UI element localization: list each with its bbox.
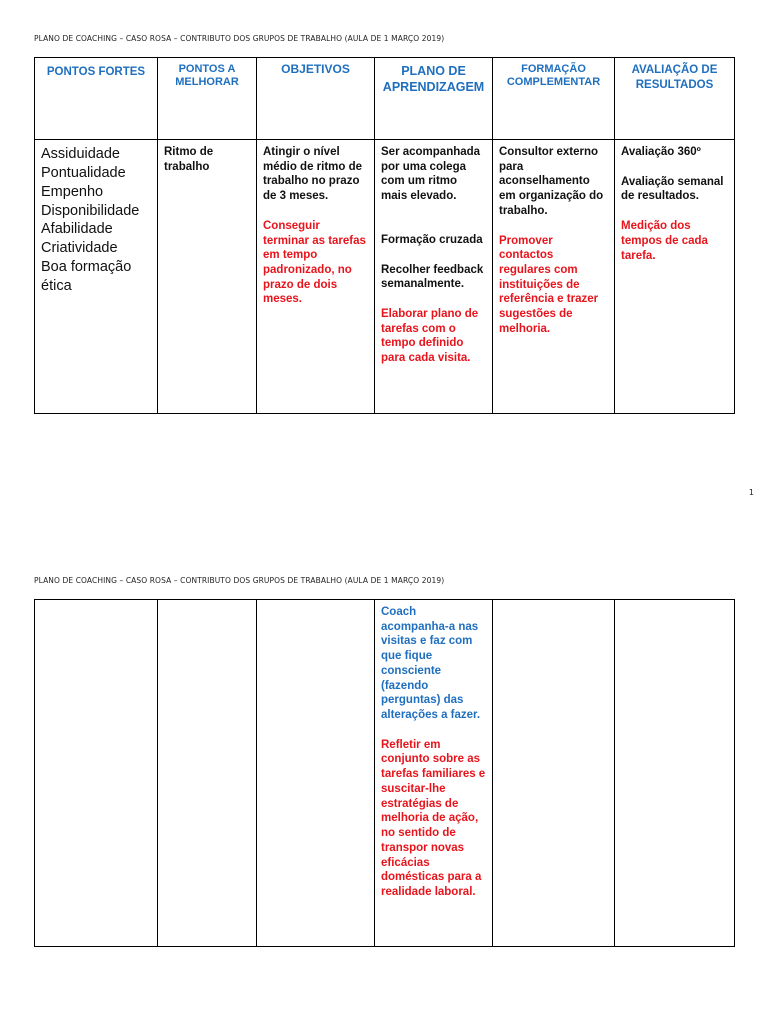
strength-item: Assiduidade [41,146,120,162]
training-main: Consultor externo para aconselhamento em organização do trabalho. [499,146,604,217]
objective-main: Atingir o nível médio de ritmo de trabalho no prazo de 3 meses. [263,146,363,203]
evaluation-cell [615,600,735,947]
evaluation-item: Medição dos tempos de cada tarefa. [621,220,708,262]
learning-item: Elaborar plano de tarefas com o tempo definido para cada visita. [381,308,479,365]
improve-cell [158,140,257,414]
strength-item: Afabilidade [41,221,113,238]
column-header-strengths: PONTOS FORTES [35,58,158,140]
strength-item: Disponibilidade [41,202,140,219]
training-cell [493,600,615,947]
evaluation-item: Avaliação semanal de resultados. [621,175,724,203]
coaching-plan-table-continued [34,599,735,947]
column-header-improve: PONTOS A MELHORAR [158,58,257,140]
objective-extra: Conseguir terminar as tarefas em tempo padronizado, no prazo de dois meses. [263,219,366,306]
table-row [35,140,735,414]
strength-item: Boa formação ética [41,259,132,294]
learning-item: Formação cruzada [381,233,483,246]
strength-item: Criatividade [41,240,118,257]
column-header-evaluation: AVALIAÇÃO DE RESULTADOS [615,58,735,140]
learning-cell [375,600,493,947]
evaluation-cell [615,140,735,414]
training-extra: Promover contactos regulares com instituições de referência e trazer sugestões de melhoria. [499,234,599,335]
strength-item: Empenho [41,183,104,200]
coaching-plan-table [34,57,735,414]
improve-cell [158,600,257,947]
learning-cell [375,140,493,414]
evaluation-item: Avaliação 360º [621,146,701,158]
learning-item: Recolher feedback semanalmente. [381,263,484,291]
objectives-cell [257,140,375,414]
column-header-objectives: OBJETIVOS [257,58,375,140]
learning-item: Coach acompanha-a nas visitas e faz com que fique consciente (fazendo perguntas) das alterações a fazer. [381,606,481,722]
learning-item: Refletir em conjunto sobre as tarefas familiares e suscitar-lhe estratégias de melhoria de ação, no sentido de transpor novas eficácias domésticas para a realidade laboral. [381,738,486,898]
page-header: PLANO DE COACHING – CASO ROSA – CONTRIBUTO DOS GRUPOS DE TRABALHO (AULA DE 1 MARÇO 2019) [34,34,445,43]
table-header-row [35,58,735,140]
objectives-cell [257,600,375,947]
column-header-training: FORMAÇÃO COMPLEMENTAR [493,58,615,140]
page-number: 1 [748,488,754,497]
strength-item: Pontualidade [41,164,126,181]
strengths-cell [35,140,158,414]
column-header-learning: PLANO DE APRENDIZAGEM [375,58,493,140]
page-header: PLANO DE COACHING – CASO ROSA – CONTRIBUTO DOS GRUPOS DE TRABALHO (AULA DE 1 MARÇO 2019) [34,576,445,585]
training-cell [493,140,615,414]
strengths-cell [35,600,158,947]
improve-text: Ritmo de trabalho [164,146,214,173]
learning-item: Ser acompanhada por uma colega com um ritmo mais elevado. [381,146,481,203]
table-row [35,600,735,947]
